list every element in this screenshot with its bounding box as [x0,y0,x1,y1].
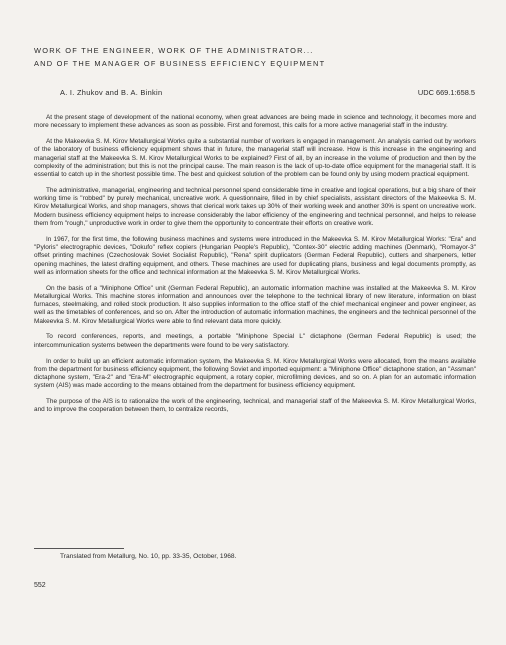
article-body [34,114,476,422]
article-title [34,44,484,70]
paragraph: In 1967, for the first time, the following business machines and systems were introduced in the Makeevka S. M. Kirov Metallurgical Works: "Era" and "Pyloris" electrographic devices, "Dokufo" reflex copiers (Hungarian People's Republic), "Contex-30" electric adding machines (Denmark), "Romayor-3" offset printing machines (Czechoslovak Soviet Socialist Republic), "Rena" spirit duplicators (German Federal Republic), cutters and sharpeners, letter opening machines, the latest drafting equipment, and others. These machines are used for duplicating plans, business and legal documents promptly, as well as information sheets for the office and technical information at the Makeevka S. M. Kirov Metallurgical Works. [34,235,476,276]
authors: A. I. Zhukov and B. A. Binkin [60,88,163,97]
paragraph: At the Makeevka S. M. Kirov Metallurgical Works quite a substantial number of workers is engaged in management. An analysis carried out by workers of the laboratory of business efficiency equipment shows that in future, the managerial staff will increase. How is this increase in the engineering and managerial staff at the Makeevka S. M. Kirov Metallurgical Works to be explained? First of all, by an increase in the volume of production and then by the complexity of the administration; but this is not the principal cause. The main reason is the lack of up-to-date office equipment for the managerial staff. It is essential to catch up in the shortest possible time. The best and quickest solution of the problem can be found only by using modern practical equipment. [34,138,476,179]
paragraph: To record conferences, reports, and meetings, a portable "Miniphone Special L" dictaphone (German Federal Republic) is used; the intercommunication systems between the departments were found to be very satisfactory. [34,333,476,349]
paragraph: In order to build up an efficient automatic information system, the Makeevka S. M. Kirov Metallurgical Works were allocated, from the means available from the department for business efficiency equipment, the following Soviet and imported equipment: a "Miniphone Office" dictaphone station, an "Assman" dictaphone system, "Era-2" and "Era-M" electrographic equipment, a rotary copier, microfilming devices, and so on. A plan for an automatic information system (AIS) was made according to the means obtained from the department for business efficiency equipment. [34,357,476,390]
title-line-2: AND OF THE MANAGER OF BUSINESS EFFICIENCY EQUIPMENT [34,59,326,68]
paragraph: On the basis of a "Miniphone Office" unit (German Federal Republic), an automatic information machine was installed at the Makeevka S. M. Kirov Metallurgical Works. This machine stores information and announces over the telephone to the technical library of new literature, information on blast furnaces, steelmaking, and rolled stock production. It also supplies information to the office staff of the chief mechanical engineer and power engineer, as well as the timetables of conferences, and so on. After the introduction of automatic information machines, the engineers and the technical personnel of the Makeevka S. M. Kirov Metallurgical Works were able to find relevant data more quickly. [34,284,476,325]
title-line-1: WORK OF THE ENGINEER, WORK OF THE ADMINISTRATOR... [34,46,314,55]
translation-footnote: Translated from Metallurg, No. 10, pp. 33-35, October, 1968. [60,553,237,560]
paragraph: The administrative, managerial, engineering and technical personnel spend considerable time in creative and logical operations, but a big share of their working time is "robbed" by purely mechanical, uncreative work. A questionnaire, filled in by chief specialists, assistant directors of the Makeevka S. M. Kirov Metallurgical Works, and shop managers, shows that clerical work takes up 30% of their working week and another 30% is spent on uncreative work. Modern business efficiency equipment helps to increase considerably the labor efficiency of the engineering and technical personnel, and helps to release them from "rough," unproductive work in order to give them the opportunity to concentrate their efforts on creative work. [34,186,476,227]
paragraph: The purpose of the AIS is to rationalize the work of the engineering, technical, and managerial staff of the Makeevka S. M. Kirov Metallurgical Works, and to improve the cooperation between them, to centralize records, [34,398,476,414]
page-number: 552 [34,582,46,589]
udc-code: UDC 669.1:658.5 [417,88,475,97]
paragraph: At the present stage of development of the national economy, when great advances are being made in science and technology, it becomes more and more necessary to implement these advances as soon as possible. First and foremost, this calls for a more active managerial staff in the industry. [34,114,476,130]
footnote-divider [34,548,124,549]
